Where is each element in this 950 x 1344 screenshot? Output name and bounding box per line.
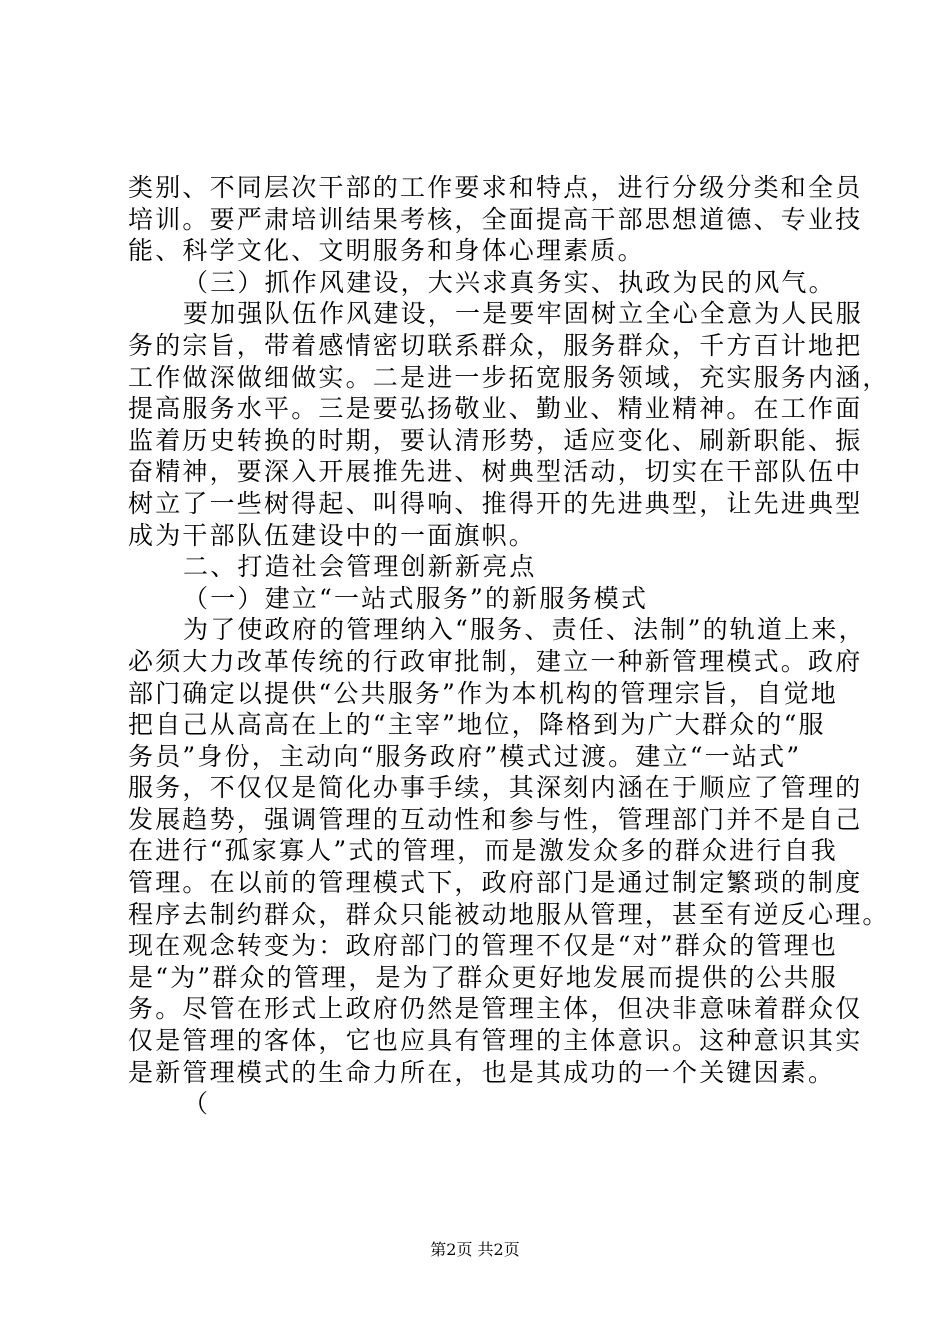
section-heading-1: （一）建立“一站式服务”的新服务模式 bbox=[183, 583, 649, 613]
text-line-22: 在进行“孤家寡人”式的管理，而是激发众多的群众进行自我 bbox=[128, 836, 838, 866]
text-line-21: 发展趋势，强调管理的互动性和参与性，管理部门并不是自己 bbox=[128, 804, 863, 834]
text-line-5: 要加强队伍作风建设，一是要牢固树立全心全意为人民服 bbox=[183, 299, 864, 329]
text-line-18: 把自己从高高在上的“主宰”地位，降格到为广大群众的“服 bbox=[128, 710, 826, 740]
text-line-30: （ bbox=[183, 1089, 211, 1119]
text-line-25: 现在观念转变为：政府部门的管理不仅是“对”群众的管理也 bbox=[128, 931, 838, 961]
text-line-24: 程序去制约群众，群众只能被动地服从管理，甚至有逆反心理。 bbox=[128, 899, 890, 929]
text-line-23: 管理。在以前的管理模式下，政府部门是通过制定繁琐的制度 bbox=[128, 868, 863, 898]
text-line-29: 是新管理模式的生命力所在，也是其成功的一个关键因素。 bbox=[128, 1057, 836, 1087]
text-line-9: 监着历史转换的时期，要认清形势，适应变化、刷新职能、振 bbox=[128, 425, 863, 455]
text-line-3: 能、科学文化、文明服务和身体心理素质。 bbox=[128, 236, 645, 266]
text-line-12: 成为干部队伍建设中的一面旗帜。 bbox=[128, 520, 537, 550]
text-line-27: 务。尽管在形式上政府仍然是管理主体，但决非意味着群众仅 bbox=[128, 994, 863, 1024]
text-line-11: 树立了一些树得起、叫得响、推得开的先进典型，让先进典型 bbox=[128, 488, 863, 518]
text-line-26: 是“为”群众的管理，是为了群众更好地发展而提供的公共服 bbox=[128, 962, 838, 992]
section-heading-3: （三）抓作风建设，大兴求真务实、执政为民的风气。 bbox=[183, 267, 836, 297]
text-line-28: 仅是管理的客体，它也应具有管理的主体意识。这种意识其实 bbox=[128, 1026, 863, 1056]
chapter-heading-2: 二、打造社会管理创新新亮点 bbox=[183, 552, 537, 582]
text-line-15: 为了使政府的管理纳入“服务、责任、法制”的轨道上来， bbox=[183, 615, 866, 645]
text-line-6: 务的宗旨，带着感情密切联系群众，服务群众，千方百计地把 bbox=[128, 330, 863, 360]
text-line-17: 部门确定以提供“公共服务”作为本机构的管理宗旨，自觉地 bbox=[128, 678, 838, 708]
text-line-7: 工作做深做细做实。二是进一步拓宽服务领域，充实服务内涵， bbox=[128, 362, 890, 392]
text-line-10: 奋精神，要深入开展推先进、树典型活动，切实在干部队伍中 bbox=[128, 457, 863, 487]
body-text bbox=[128, 172, 890, 1120]
page-footer: 第2页 共2页 bbox=[430, 1240, 520, 1259]
text-line-19: 务员”身份，主动向“服务政府”模式过渡。建立“一站式” bbox=[128, 741, 802, 771]
text-line-20: 服务，不仅仅是简化办事手续，其深刻内涵在于顺应了管理的 bbox=[128, 773, 863, 803]
text-line-16: 必须大力改革传统的行政审批制，建立一种新管理模式。政府 bbox=[128, 646, 863, 676]
text-line-8: 提高服务水平。三是要弘扬敬业、勤业、精业精神。在工作面 bbox=[128, 394, 863, 424]
text-line-2: 培训。要严肃培训结果考核，全面提高干部思想道德、专业技 bbox=[128, 204, 863, 234]
text-line-1: 类别、不同层次干部的工作要求和特点，进行分级分类和全员 bbox=[128, 173, 863, 202]
